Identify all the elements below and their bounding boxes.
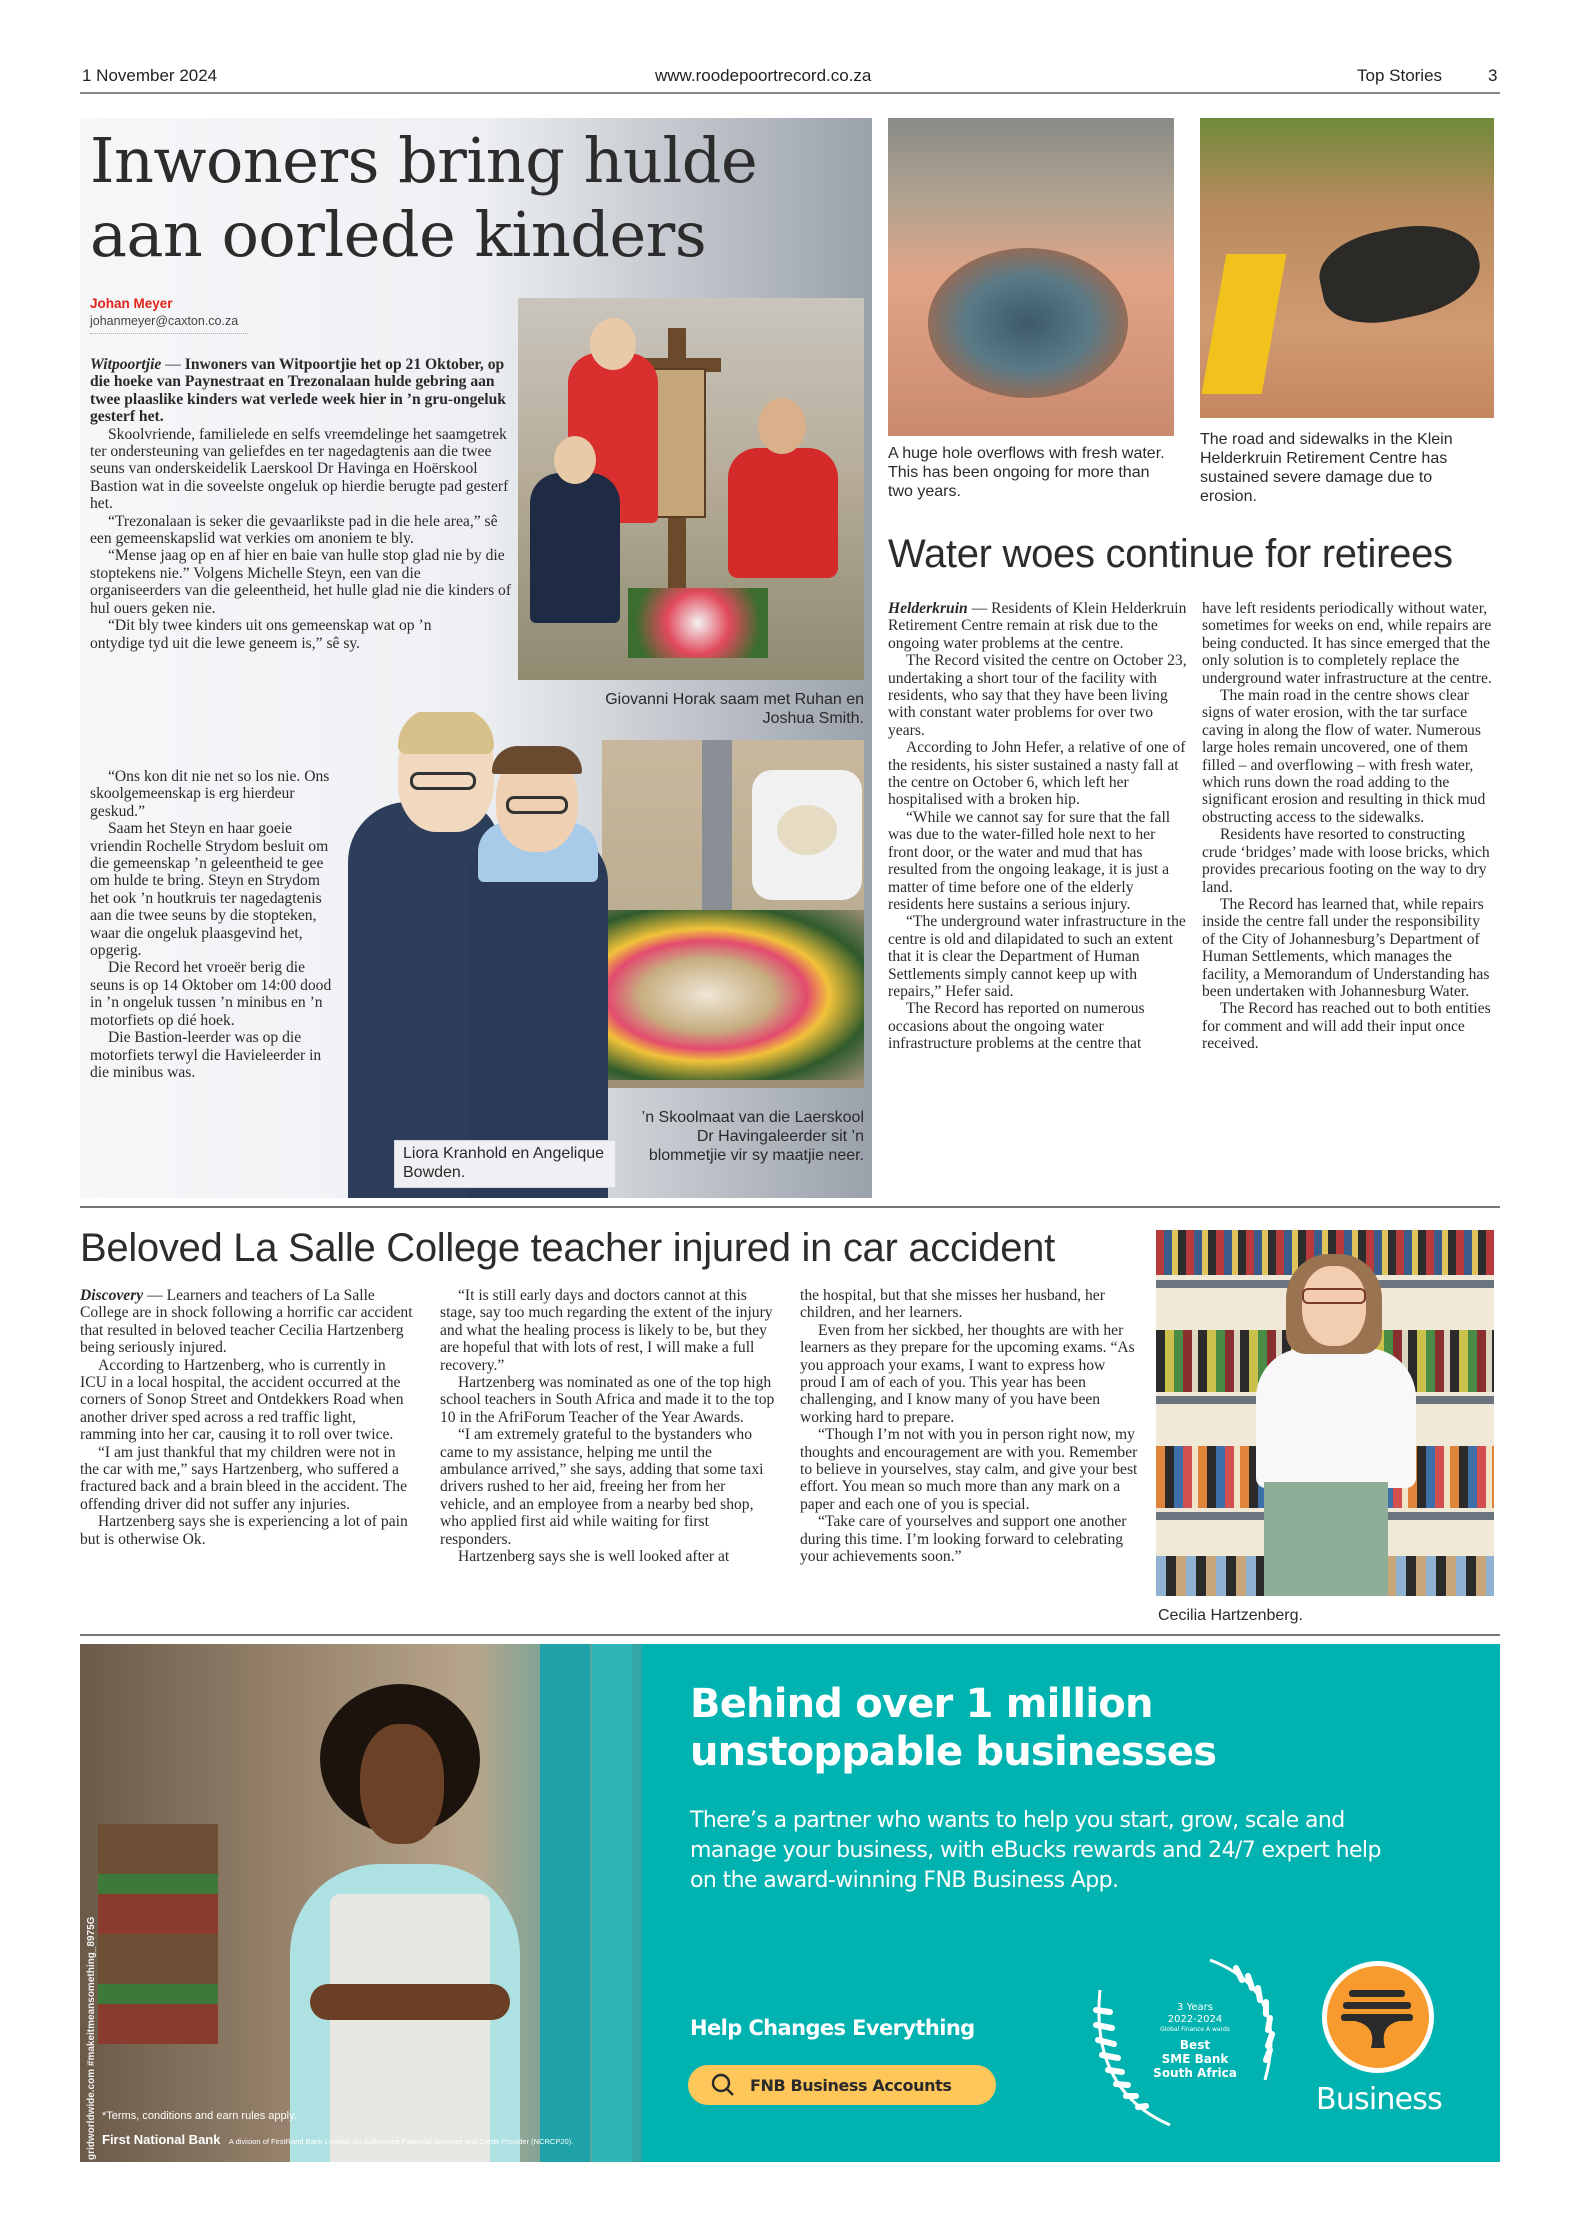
crossed-arms bbox=[310, 1984, 510, 2020]
search-icon bbox=[710, 2072, 736, 2098]
advert-body: There’s a partner who wants to help you start, grow, scale and manage your business, with eBucks rewards and 24/7 expert help on the award-winning FNB Business App. bbox=[690, 1808, 1381, 1893]
body-paragraph: The Record has reported on numerous occasions about the ongoing water infrastructure problems at the centre that bbox=[888, 1000, 1145, 1053]
water-body-col2 bbox=[1202, 600, 1496, 1053]
section-divider bbox=[80, 1634, 1500, 1636]
body-paragraph: The Record visited the centre on October 23, undertaking a short tour of the facility with residents, who say that they have been living with constant water problems for over two years. bbox=[888, 652, 1187, 739]
caption-eroded-road: The road and sidewalks in the Klein Helderkruin Retirement Centre has sustained severe damage due to erosion. bbox=[1200, 431, 1453, 505]
body-paragraph: Residents have resorted to constructing crude ‘bridges’ made with loose bricks, which provides precarious footing on the way to dry land. bbox=[1202, 826, 1490, 896]
body-paragraph: “The underground water infrastructure in the centre is old and dilapidated to such an extent that it is clear the Department of Human Settlements simply cannot keep up with repairs,” Hefer said. bbox=[888, 913, 1186, 1000]
section-name: Top Stories bbox=[1357, 66, 1443, 85]
byline-divider bbox=[90, 333, 248, 334]
bank-disclaimer: A division of FirstRand Bank Limited. An Authorised Financial Services and Credit Provider (NCRCP20). bbox=[228, 2137, 574, 2146]
body-paragraph: Saam het Steyn en haar goeie vriendin Rochelle Strydom besluit om die gemeenskap ’n geleentheid te gee om hulde te bring. Steyn en Strydom het ook ’n houtkruis ter nagedagtenis aan die twee seuns by die stopteken, waar die ongeluk plaasgevind het, opgerig. bbox=[90, 820, 329, 960]
advert-headline-line-2: unstoppable businesses bbox=[690, 1729, 1217, 1775]
teacher-photo bbox=[1156, 1230, 1494, 1596]
water-hole bbox=[928, 248, 1128, 398]
advert-terms: *Terms, conditions and earn rules apply. bbox=[102, 2110, 297, 2122]
wet-floor-sign bbox=[1202, 254, 1287, 394]
author-name: Johan Meyer bbox=[90, 296, 173, 311]
body-paragraph: “Though I’m not with you in person right now, my thoughts and encouragement are with you. Remember to believe in yourselves, stay calm, and give your best effort. You mean so much more than any mark on a paper and each one of you is special. bbox=[800, 1426, 1138, 1513]
dateline: Witpoortjie bbox=[90, 356, 162, 373]
body-paragraph: “Mense jaag op en af hier en baie van hulle stop glad nie by die stoptekens nie.” Volgens Michelle Steyn, een van die organiseerders van die geleentheid, het hulle glad nie die kinders of hul ouers geken nie. bbox=[90, 547, 512, 617]
afrikaans-headline bbox=[90, 124, 757, 272]
woman-face bbox=[360, 1724, 444, 1844]
body-paragraph: Hartzenberg says she is experiencing a lot of pain but is otherwise Ok. bbox=[80, 1513, 408, 1548]
caption-flowers: ’n Skoolmaat van die Laerskool Dr Havingaleerder sit ’n blommetjie vir sy maatjie neer. bbox=[641, 1109, 864, 1164]
body-paragraph: “Take care of yourselves and support one another during this time. I’m looking forward to celebrating your achievements soon.” bbox=[800, 1513, 1127, 1566]
caption-teacher: Cecilia Hartzenberg. bbox=[1158, 1607, 1303, 1624]
body-paragraph: have left residents periodically without water, sometimes for weeks on end, while repairs are being conducted. It has since emerged that the only solution is to completely replace the underground water infrastructure at the centre. bbox=[1202, 600, 1492, 687]
body-paragraph: “I am just thankful that my children were not in the car with me,” says Hartzenberg, who suffered a fractured back and a brain bleed in the accident. The offending driver did not suffer any injuries. bbox=[80, 1443, 408, 1513]
advert-photo bbox=[80, 1644, 642, 2162]
body-paragraph: According to John Hefer, a relative of one of the residents, his sister sustained a nasty fall at the centre on October 6, which left her hospitalised with a broken hip. bbox=[888, 739, 1186, 809]
advert-headline bbox=[690, 1680, 1216, 1776]
advert-bank-line bbox=[102, 2131, 573, 2149]
fnb-logo-label: Business bbox=[1316, 2082, 1442, 2117]
website-link[interactable]: www.roodepoortrecord.co.za bbox=[655, 66, 872, 85]
body-paragraph: The Record has learned that, while repairs inside the centre fall under the responsibility of the City of Johannesburg’s Department of Human Settlements, which manages the facility, a Memorandum of Understanding has been undertaken with Johannesburg Water. bbox=[1202, 895, 1490, 1000]
body-paragraph: Even from her sickbed, her thoughts are with her learners as they prepare for the upcoming exams. “As you approach your exams, I want to express how proud I am of each of you. This year has been challenging, and I know many of you have been working hard to prepare. bbox=[800, 1321, 1135, 1426]
afrikaans-body-wide: Witpoortjie — Inwoners van Witpoortjie het op 21 Oktober, op die hoeke van Paynestraat en Trezonalaan hulde gebring aan twee plaaslike kinders wat verlede week hier in ’n gru-ongeluk gesterf het. Skoolvriende, familielede en selfs vreemdelinge het saamgetrek ter ondersteuning van geliefdes en ter nagedagtenis aan die twee seuns van onderskeidelik Laerskool Dr Havinga en Hoërskool Bastion wat in die soveelste ongeluk op hierdie berugte pad gesterf het. “Trezonalaan is seker die gevaarlikste pad in die hele area,” sê een gemeenskapslid wat verkies om anoniem te bly. “Mense jaag op en af hier en baie van hulle stop glad nie by die stoptekens nie.” Volgens Michelle Steyn, een van die organiseerders van die geleentheid, het hulle glad nie die kinders of hul ouers geken nie. “Dit bly twee kinders uit ons gemeenskap wat op ’n ontydige tyd uit die lewe geneem is,” sê sy. bbox=[90, 356, 515, 652]
water-headline: Water woes continue for retirees bbox=[888, 532, 1453, 576]
section-divider bbox=[80, 1206, 1500, 1208]
teacher-body-col1: Discovery — Learners and teachers of La Salle College are in shock following a horrific car accident that resulted in beloved teacher Cecilia Hartzenberg being seriously injured. According to Hartzenberg, who is currently in ICU in a local hospital, the accident occurred at the corners of Sonop Street and Ontdekkers Road when another driver sped across a red traffic light, ramming into her car, causing it to roll over twice. “I am just thankful that my children were not in the car with me,” says Hartzenberg, who suffered a fractured back and a brain bleed in the accident. The offending driver did not suffer any injuries. Hartzenberg says she is experiencing a lot of pain but is otherwise Ok. bbox=[80, 1287, 416, 1548]
fnb-logo bbox=[1322, 1961, 1434, 2073]
advert-tagline: Help Changes Everything bbox=[690, 2016, 975, 2040]
water-body-col1: Helderkruin — Residents of Klein Helderkruin Retirement Centre remain at risk due to the ongoing water problems at the centre. The Record visited the centre on October 23, undertaking a short tour of the facility with residents, who say that they have been living with constant water problems for over two years. According to John Hefer, a relative of one of the residents, his sister sustained a nasty fall at the centre on October 6, which left her hospitalised with a broken hip. “While we cannot say for sure that the fall was due to the water-filled hole next to her front door, or the water and mud that has resulted from the ongoing leakage, it is just a matter of time before one of the elderly residents here sustains a serious injury. “The underground water infrastructure in the centre is old and dilapidated to such an extent that it is clear the Department of Human Settlements simply cannot keep up with repairs,” Hefer said. The Record has reported on numerous occasions about the ongoing water infrastructure problems at the centre that bbox=[888, 600, 1187, 1053]
body-paragraph: Hartzenberg was nominated as one of the top high school teachers in South Africa and made it to the top 10 in the AfriForum Teacher of the Year Awards. bbox=[440, 1374, 775, 1426]
bank-name: First National Bank bbox=[102, 2132, 221, 2147]
award-text bbox=[1120, 2002, 1270, 2080]
eroded-road-photo bbox=[1200, 118, 1494, 418]
body-paragraph: Hartzenberg says she is well looked after at bbox=[458, 1548, 730, 1566]
teacher-body-col2 bbox=[440, 1287, 776, 1566]
body-paragraph: “While we cannot say for sure that the fall was due to the water-filled hole next to her front door, or the water and mud that has resulted from the ongoing leakage, it is just a matter of time before one of the elderly residents here sustains a serious injury. bbox=[888, 808, 1171, 913]
body-paragraph: “Trezonalaan is seker die gevaarlikste pad in die hele area,” sê een gemeenskapslid wat verkies om anoniem te bly. bbox=[90, 512, 498, 548]
teacher-white-top bbox=[1256, 1348, 1416, 1488]
award-line-3: South Africa bbox=[1153, 2066, 1237, 2080]
body-paragraph: “It is still early days and doctors cannot at this stage, say too much regarding the extent of the injury and what the healing process is likely to be, but they are hopeful that with lots of rest, I will make a full recovery.” bbox=[440, 1287, 773, 1374]
award-years: 3 Years bbox=[1177, 2002, 1213, 2013]
award-range: 2022-2024 bbox=[1167, 2014, 1223, 2025]
award-line-1: Best bbox=[1179, 2038, 1211, 2052]
body-paragraph: The main road in the centre shows clear signs of water erosion, with the tar surface caving in along the flow of water. Numerous large holes remain uncovered, one of them filled – and overflowing – with fresh water, which runs down the road adding to the significant erosion and resulting in thick mud obstructing access to the sidewalks. bbox=[1202, 687, 1486, 826]
body-paragraph: “Ons kon dit nie net so los nie. Ons skoolgemeenskap is erg hierdeur geskud.” bbox=[90, 768, 330, 820]
teacher-floral-skirt bbox=[1264, 1482, 1388, 1596]
water-hole-photo bbox=[888, 118, 1174, 436]
body-paragraph: the hospital, but that she misses her husband, her children, and her learners. bbox=[800, 1287, 1105, 1322]
advert-agency-credit: gridworldwide.com #makeitmeansomething_8975G bbox=[86, 1916, 97, 2160]
lead-paragraph: Inwoners van Witpoortjie het op 21 Oktober, op die hoeke van Paynestraat en Trezonalaan hulde gebring aan twee plaaslike kinders wat verlede week hier in ’n gru-ongeluk gesterf het. bbox=[90, 356, 506, 426]
afrikaans-body-narrow bbox=[90, 768, 340, 1081]
body-paragraph: Die Record het vroeër berig die seuns is op 14 Oktober om 14:00 dood in ’n ongeluk tussen ’n minibus en ’n motorfiets op dié hoek. bbox=[90, 959, 332, 1029]
body-paragraph: According to Hartzenberg, who is currently in ICU in a local hospital, the accident occurred at the corners of Sonop Street and Ontdekkers Road when another driver sped across a red traffic light, ramming into her car, causing it to roll over twice. bbox=[80, 1356, 404, 1444]
headline-line-1: Inwoners bring hulde bbox=[90, 124, 758, 197]
award-line-2: SME Bank bbox=[1161, 2052, 1229, 2066]
caption-water-hole: A huge hole overflows with fresh water. This has been ongoing for more than two years. bbox=[888, 445, 1165, 500]
headline-line-2: aan oorlede kinders bbox=[90, 198, 707, 271]
body-paragraph: Skoolvriende, familielede en selfs vreemdelinge het saamgetrek ter ondersteuning van geliefdes en ter nagedagtenis aan die twee seuns van onderskeidelik Laerskool Dr Havinga en Hoërskool Bastion wat in die soveelste ongeluk op hierdie berugte pad gesterf het. bbox=[90, 425, 509, 513]
boys-memorial-photo bbox=[518, 298, 864, 680]
advert-headline-line-1: Behind over 1 million bbox=[690, 1681, 1153, 1727]
award-badge bbox=[1090, 1950, 1300, 2140]
fnb-tree-icon bbox=[1341, 1986, 1415, 2050]
dateline: Helderkruin bbox=[888, 600, 968, 617]
body-paragraph: The Record has reached out to both entities for comment and will add their input once received. bbox=[1202, 1000, 1491, 1053]
girls-photo bbox=[328, 712, 612, 1198]
search-pill-label: FNB Business Accounts bbox=[750, 2075, 952, 2095]
teacher-headline: Beloved La Salle College teacher injured in car accident bbox=[80, 1226, 1055, 1270]
page-number: 3 bbox=[1488, 66, 1498, 85]
lead-paragraph: Residents of Klein Helderkruin Retirement Centre remain at risk due to the ongoing water problems at the centre. bbox=[888, 600, 1187, 652]
caption-boys: Giovanni Horak saam met Ruhan en Joshua Smith. bbox=[605, 691, 864, 727]
author-email[interactable]: johanmeyer@caxton.co.za bbox=[90, 314, 239, 328]
award-org: Global Finance A wards bbox=[1160, 2026, 1230, 2033]
body-paragraph: “I am extremely grateful to the bystanders who came to my assistance, helping me until the ambulance arrived,” she says, adding that some taxi drivers rushed to her aid, freeing her from her vehicle, and an employee from a nearby bed shop, who applied first aid while waiting for first responders. bbox=[440, 1426, 764, 1548]
caption-girls: Liora Kranhold en Angelique Bowden. bbox=[394, 1140, 616, 1188]
body-paragraph: Die Bastion-leerder was op die motorfiets terwyl die Havieleerder in die minibus was. bbox=[90, 1029, 322, 1081]
teacher-body-col3 bbox=[800, 1287, 1142, 1566]
flowers-memorial-photo bbox=[602, 740, 864, 1088]
woman-apron bbox=[330, 1894, 490, 2162]
issue-date: 1 November 2024 bbox=[82, 66, 218, 85]
body-paragraph: “Dit bly twee kinders uit ons gemeenskap wat op ’n ontydige tyd uit die lewe geneem is,” sê sy. bbox=[90, 617, 432, 652]
folio-rule bbox=[80, 92, 1500, 94]
fnb-search-pill[interactable] bbox=[688, 2065, 996, 2105]
dateline: Discovery bbox=[80, 1287, 144, 1304]
lead-paragraph: Learners and teachers of La Salle College are in shock following a horrific car accident that resulted in beloved teacher Cecilia Hartzenberg being seriously injured. bbox=[80, 1287, 413, 1357]
